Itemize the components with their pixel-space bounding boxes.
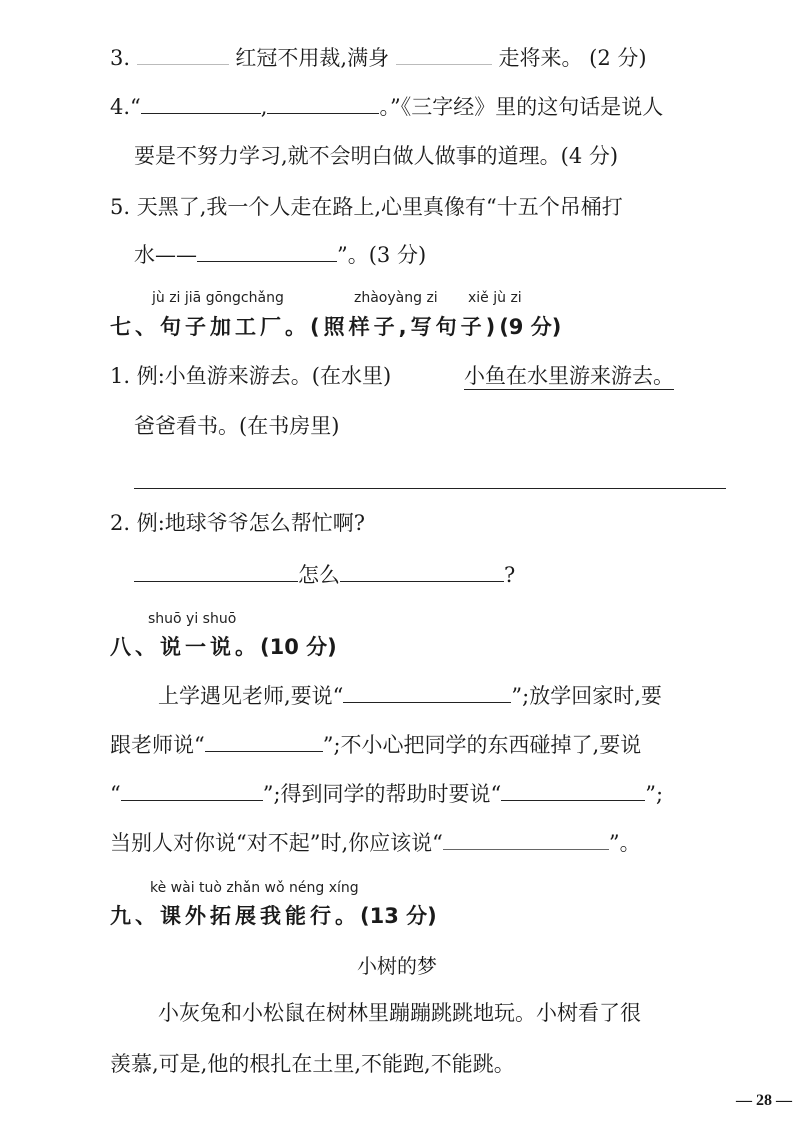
- paragraph-line: 上学遇见老师,要说“ ”;放学回家时,要: [158, 684, 662, 708]
- answer-blank[interactable]: [197, 243, 337, 262]
- answer-blank[interactable]: [340, 563, 504, 582]
- answer-blank[interactable]: [134, 563, 298, 582]
- question-5-text: 5. 天黑了,我一个人走在路上,心里真像有“十五个吊桶打: [110, 195, 623, 219]
- question-5-line2: 水—— ”。(3 分): [134, 243, 427, 267]
- question-number: 3.: [110, 46, 131, 70]
- pinyin-annotation: jù zi jiā gōngchǎng: [152, 290, 284, 306]
- question-3: [110, 44, 647, 72]
- example-answer: 小鱼在水里游来游去。: [464, 364, 674, 388]
- answer-blank[interactable]: [121, 782, 263, 801]
- pinyin-annotation: zhàoyàng zi: [354, 290, 438, 306]
- story-title: 小树的梦: [357, 954, 437, 978]
- pinyin-annotation: kè wài tuò zhǎn wǒ néng xíng: [150, 880, 359, 896]
- question-text: 红冠不用裁,满身: [235, 46, 390, 70]
- question-4: 4.“ , 。”《三字经》里的这句话是说人: [110, 95, 664, 119]
- answer-blank[interactable]: [343, 684, 511, 703]
- question-text: 要是不努力学习,就不会明白做人做事的道理。(4 分): [134, 144, 619, 168]
- paragraph-line: 跟老师说“ ”;不小心把同学的东西碰掉了,要说: [110, 733, 642, 757]
- task-2: 怎么 ?: [134, 561, 515, 589]
- question-text: 走将来。: [498, 46, 583, 70]
- story-paragraph: 羡慕,可是,他的根扎在土里,不能跑,不能跳。: [110, 1052, 515, 1076]
- example-1: 1. 例:小鱼游来游去。(在水里): [110, 364, 392, 388]
- section-7-heading: 七、句子加工厂。(照样子,写句子)(9 分): [110, 315, 562, 339]
- section-8-heading: 八、说一说。(10 分): [110, 635, 337, 659]
- paragraph-line: 当别人对你说“对不起”时,你应该说“ ”。: [110, 831, 641, 855]
- answer-blank[interactable]: [137, 46, 229, 65]
- pinyin-annotation: xiě jù zi: [468, 290, 522, 306]
- answer-blank[interactable]: [267, 95, 379, 114]
- answer-blank[interactable]: [501, 782, 645, 801]
- answer-line[interactable]: [134, 488, 726, 489]
- answer-blank[interactable]: [443, 831, 609, 850]
- question-text: 。”《三字经》里的这句话是说人: [379, 95, 664, 119]
- task-1: 爸爸看书。(在书房里): [134, 414, 340, 438]
- answer-blank[interactable]: [141, 95, 261, 114]
- story-paragraph: 小灰兔和小松鼠在树林里蹦蹦跳跳地玩。小树看了很: [158, 1001, 641, 1025]
- answer-blank[interactable]: [396, 46, 492, 65]
- pinyin-annotation: shuō yi shuō: [148, 611, 237, 627]
- example-2: 2. 例:地球爷爷怎么帮忙啊?: [110, 511, 366, 535]
- paragraph-line: “ ”;得到同学的帮助时要说“ ”;: [110, 782, 664, 806]
- section-9-heading: 九、课外拓展我能行。(13 分): [110, 904, 437, 928]
- score-label: (2 分): [589, 46, 647, 70]
- answer-blank[interactable]: [205, 733, 323, 752]
- page-number: — 28 —: [736, 1092, 792, 1109]
- question-number: 4.: [110, 95, 131, 119]
